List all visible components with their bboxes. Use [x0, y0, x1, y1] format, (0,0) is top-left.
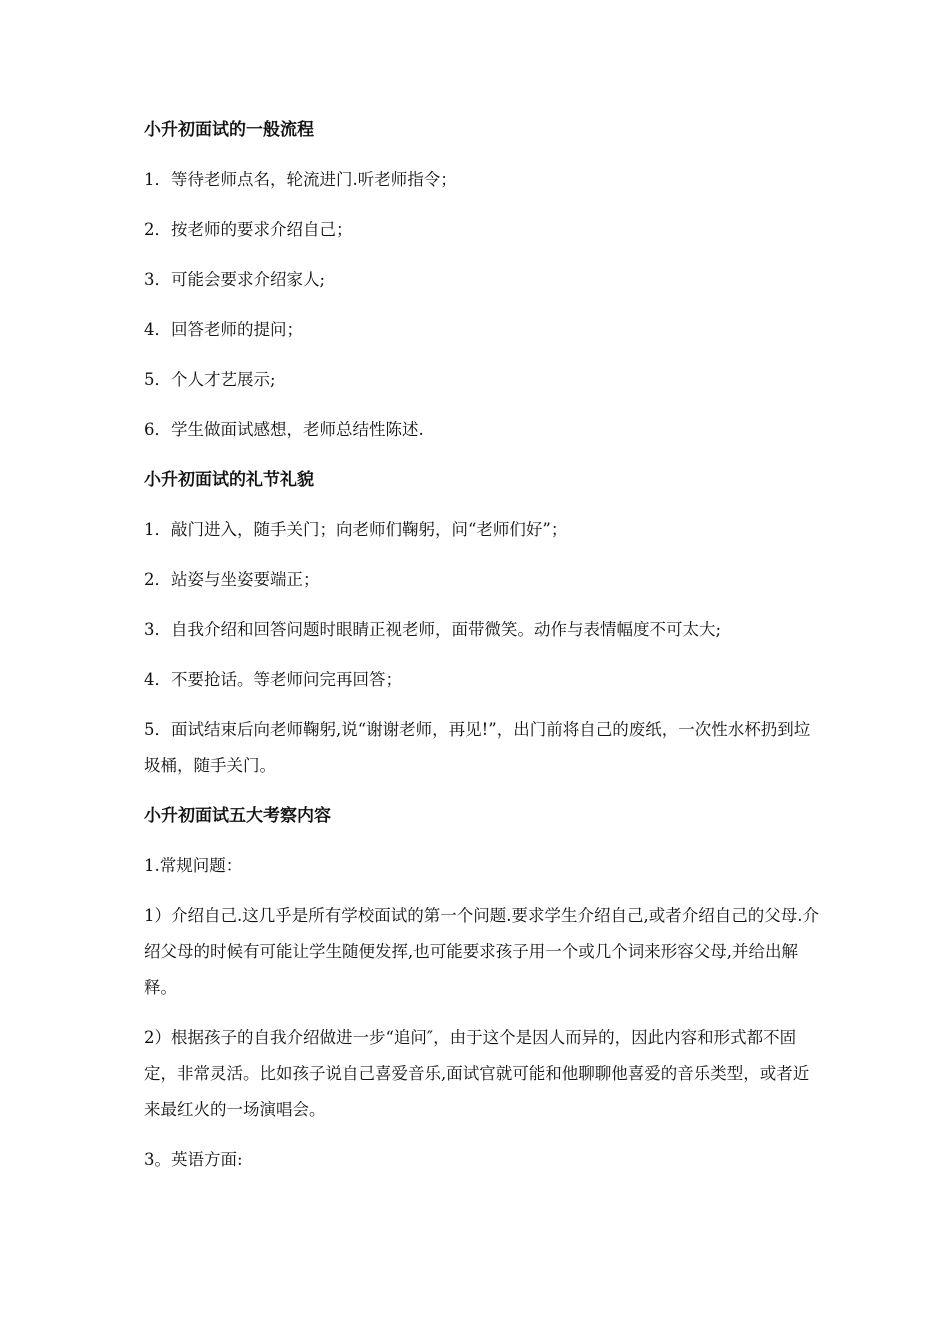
list-item: 2．站姿与坐姿要端正；	[144, 570, 320, 589]
list-item: 2．按老师的要求介绍自己；	[144, 220, 353, 239]
list-item: 2）根据孩子的自我介绍做进一步“追问″，由于这个是因人而异的，因此内容和形式都不固定，非常灵活。比如孩子说自己喜爱音乐,面试官就可能和他聊聊他喜爱的音乐类型，或者近来最红火的一场演唱会。	[144, 1028, 810, 1119]
list-item: 1．敲门进入，随手关门；向老师们鞠躬，问“老师们好”；	[144, 520, 568, 539]
document-body	[144, 118, 824, 1198]
list-item: 5．个人才艺展示;	[144, 370, 276, 389]
list-item: 4．回答老师的提问；	[144, 320, 303, 339]
section-title-five-assessments: 小升初面试五大考察内容	[144, 806, 331, 826]
list-item: 5．面试结束后向老师鞠躬,说“谢谢老师，再见!”，出门前将自己的废纸，一次性水杯扔到垃圾桶，随手关门。	[144, 720, 811, 775]
list-item: 3．可能会要求介绍家人;	[144, 270, 326, 289]
list-item: 3．自我介绍和回答问题时眼睛正视老师，面带微笑。动作与表情幅度不可太大;	[144, 620, 722, 639]
section-title-interview-process: 小升初面试的一般流程	[144, 120, 314, 140]
section-title-etiquette: 小升初面试的礼节礼貌	[144, 470, 314, 490]
list-item: 6．学生做面试感想，老师总结性陈述.	[144, 420, 424, 439]
list-item: 4．不要抢话。等老师问完再回答；	[144, 670, 402, 689]
list-item: 1）介绍自己.这几乎是所有学校面试的第一个问题.要求学生介绍自己,或者介绍自己的父母.介绍父母的时候有可能让学生随便发挥,也可能要求孩子用一个或几个词来形容父母,并给出解释。	[144, 906, 819, 997]
list-item: 3。英语方面:	[144, 1150, 243, 1169]
list-item: 1.常规问题：	[144, 856, 243, 875]
list-item: 1．等待老师点名，轮流进门.听老师指令；	[144, 170, 457, 189]
